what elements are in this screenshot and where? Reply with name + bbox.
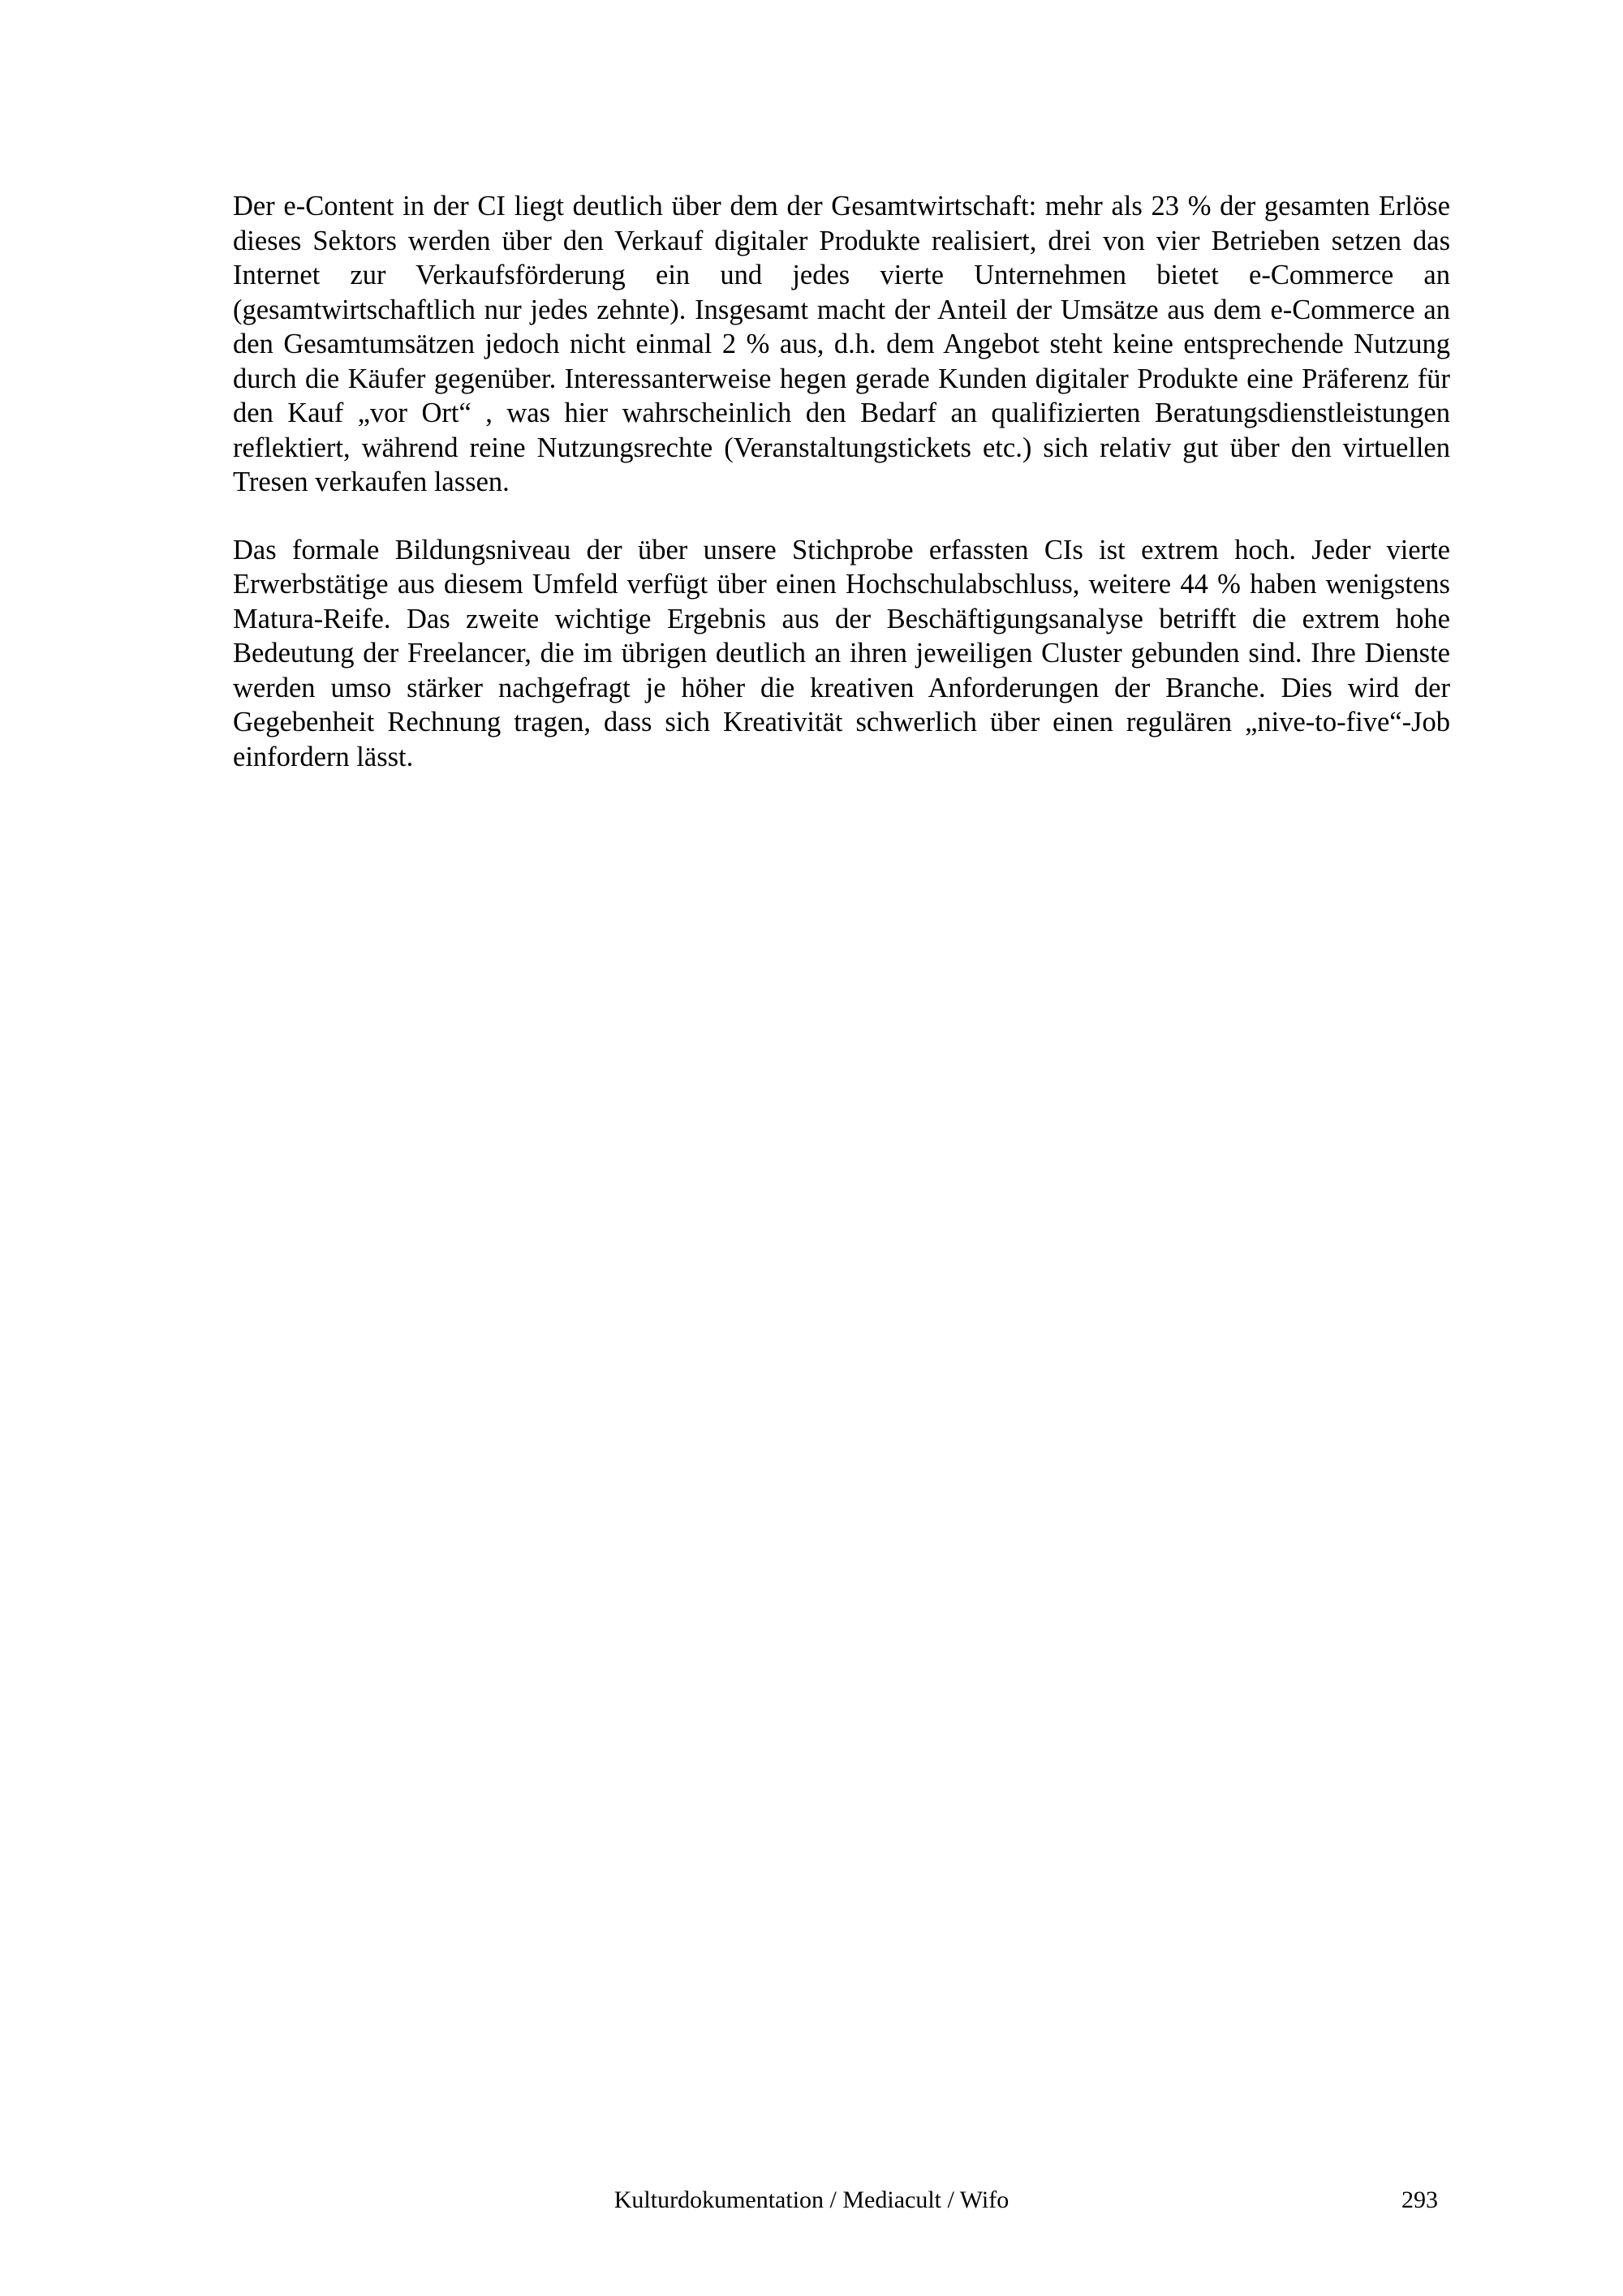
page-number: 293: [1401, 2186, 1438, 2213]
footer-source: Kulturdokumentation / Mediacult / Wifo: [613, 2186, 1010, 2213]
body-text: [233, 189, 1450, 774]
paragraph-e-content: Der e-Content in der CI liegt deutlich über dem der Gesamtwirtschaft: mehr als 23 % der gesamten Erlöse dieses Sektors werden über den Verkauf digitaler Produkte realisiert, drei von vier Betrieben setzen das Internet zur Verkaufsförderung ein und jedes vierte Unternehmen bietet e-Commerce an (gesamtwirtschaftlich nur jedes zehnte). Insgesamt macht der Anteil der Umsätze aus dem e-Commerce an den Gesamtumsätzen jedoch nicht einmal 2 % aus, d.h. dem Angebot steht keine entsprechende Nutzung durch die Käufer gegenüber. Interessanterweise hegen gerade Kunden digitaler Produkte eine Präferenz für den Kauf „vor Ort“ , was hier wahrscheinlich den Bedarf an qualifizierten Beratungsdienstleistungen reflektiert, während reine Nutzungsrechte (Veranstaltungstickets etc.) sich relativ gut über den virtuellen Tresen verkaufen lassen.: [233, 191, 1450, 497]
paragraph-bildungsniveau: Das formale Bildungsniveau der über unsere Stichprobe erfassten CIs ist extrem hoch. Jeder vierte Erwerbstätige aus diesem Umfeld verfügt über einen Hochschulabschluss, weitere 44 % haben wenigstens Matura-Reife. Das zweite wichtige Ergebnis aus der Beschäftigungsanalyse betrifft die extrem hohe Bedeutung der Freelancer, die im übrigen deutlich an ihren jeweiligen Cluster gebunden sind. Ihre Dienste werden umso stärker nachgefragt je höher die kreativen Anforderungen der Branche. Dies wird der Gegebenheit Rechnung tragen, dass sich Kreativität schwerlich über einen regulären „nive-to-five“-Job einfordern lässt.: [233, 534, 1450, 772]
